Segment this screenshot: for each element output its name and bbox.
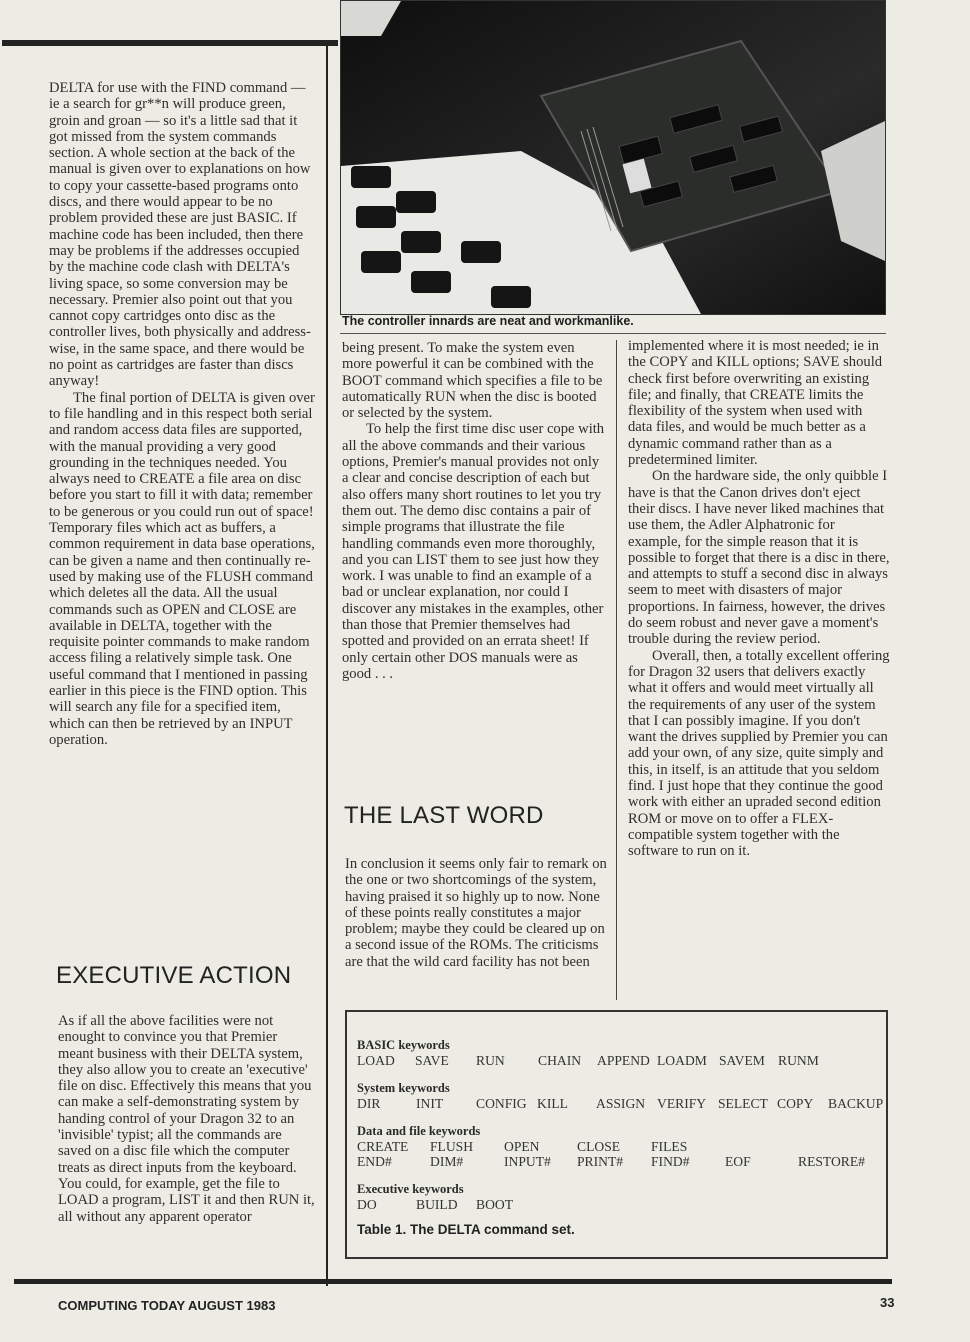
- column-divider-right: [616, 340, 617, 1000]
- table-caption: Table 1. The DELTA command set.: [357, 1222, 575, 1237]
- keyword: PRINT#: [577, 1154, 624, 1169]
- keyword: END#: [357, 1154, 392, 1169]
- keyword: SELECT: [718, 1096, 768, 1111]
- keyword: ASSIGN: [596, 1096, 646, 1111]
- paragraph: To help the first time disc user cope with all the above commands and their various options, Premier's manual provides not only a clear and concise description of each but also offers many short routines to let you try them out. The demo disc contains a pair of simple programs that illustrate the file handling commands even more thoroughly, and you can LIST them to see just how they work. I was unable to find an example of a bad or unclear explanation, nor could I discover any mistakes in the examples, other than those that Premier themselves had spotted and provided on an errata sheet! If only certain other DOS manuals were as good . . .: [342, 421, 605, 682]
- keyword: INPUT#: [504, 1154, 551, 1169]
- paragraph: Overall, then, a totally excellent offering for Dragon 32 users that delivers exactly what it offers and would meet virtually all the requirements of any user of the system that I can possibly imagine. If you don't want the drives supplied by Premier you can add your own, of any size, quite simply and this, in itself, is an attitude that you seldom find. I just hope that they continue the good work with either an upraded second edition ROM or move on to offer a FLEX-compatible system together with the software to run on it.: [628, 647, 890, 860]
- paragraph: The final portion of DELTA is given over to file handling and in this respect both serial and random access data files are supported, with the manual providing a very good grounding in the techniques needed. You always need to CREATE a file area on disc before you start to fill it with data; remember to be generous or you could run out of space! Temporary files which act as buffers, a common requirement in data base operations, can be given a name and then continually re-used by making use of the FLUSH command which deletes all the data. All the usual commands such as OPEN and CLOSE are available in DELTA, together with the requisite pointer commands to make random access filing a relatively simple task. One useful command that I mentioned in passing earlier in this piece is the FIND option. This will search any file for a specified item, which can then be retrieved by an INPUT operation.: [49, 389, 315, 748]
- footer-rule: [14, 1279, 892, 1284]
- keyword: CHAIN: [538, 1053, 582, 1068]
- column-1-top: [49, 80, 317, 748]
- keyword: CLOSE: [577, 1139, 621, 1154]
- top-left-rule: [2, 40, 338, 46]
- column-1-bottom: [58, 1013, 316, 1225]
- keyword: RUNM: [778, 1053, 819, 1068]
- heading-the-last-word: THE LAST WORD: [344, 802, 544, 829]
- keyword: SAVE: [415, 1053, 449, 1068]
- column-2-bottom: [345, 856, 607, 970]
- heading-executive-action: EXECUTIVE ACTION: [56, 962, 292, 989]
- keyword: INIT: [416, 1096, 444, 1111]
- keyword: LOAD: [357, 1053, 395, 1068]
- keyword: RUN: [476, 1053, 505, 1068]
- column-3: [628, 338, 890, 860]
- column-2-top: [342, 340, 606, 682]
- keyword: VERIFY: [657, 1096, 707, 1111]
- keyword: FILES: [651, 1139, 688, 1154]
- column-divider-left: [326, 46, 328, 1286]
- publication-footer: COMPUTING TODAY AUGUST 1983: [58, 1298, 276, 1313]
- executive-keywords-group: [357, 1182, 877, 1212]
- paragraph: As if all the above facilities were not enought to convince you that Premier meant business with their DELTA system, they also allow you to create an 'executive' file on disc. Effectively this means that you can make a self-demonstrating system by handing control of your Dragon 32 to an 'invisible' typist; all the commands are saved on a disc file which the computer treats as direct inputs from the keyboard. You could, for example, get the file to LOAD a program, LIST it and then RUN it, all without any apparent operator: [58, 1013, 315, 1225]
- paragraph: On the hardware side, the only quibble I have is that the Canon drives don't eject their discs. I have never liked machines that use them, the Adler Alphatronic for example, for the simple reason that it is possible to forget that there is a disc in there, and attempts to stuff a second disc in always seem to meet with disasters of major proportions. In fairness, however, the drives do seem robust and never gave a moment's trouble during the review period.: [628, 468, 890, 648]
- paragraph: DELTA for use with the FIND command — ie a search for gr**n will produce green, groin and groan — so it's a little sad that it got missed from the system commands section. A whole section at the back of the manual is given over to explanations on how to copy your cassette-based programs onto discs, and there would appear to be no problem provided these are just BASIC. If machine code has been included, then there may be problems if the addresses occupied by the machine code clash with DELTA's living space, so some conversion may be necessary. Premier also point out that you cannot copy cartridges onto disc as the controller lives, both physically and address-wise, in the same space, and there would be no point as cartridges are faster than discs anyway!: [49, 80, 311, 390]
- group-title: Executive keywords: [357, 1182, 464, 1196]
- keyword: APPEND: [597, 1053, 650, 1068]
- table-row: [357, 1139, 882, 1154]
- group-title: System keywords: [357, 1081, 450, 1095]
- keyword: CREATE: [357, 1139, 409, 1154]
- data-file-keywords-group: [357, 1124, 882, 1169]
- keyword: DO: [357, 1197, 377, 1212]
- keyword: DIR: [357, 1096, 381, 1111]
- page-number: 33: [880, 1295, 895, 1310]
- table-row: [357, 1197, 877, 1212]
- keyword: FIND#: [651, 1154, 690, 1169]
- keyword: BACKUP: [828, 1096, 884, 1111]
- table-row: [357, 1053, 877, 1068]
- controller-photo: [340, 0, 886, 315]
- basic-keywords-group: [357, 1038, 877, 1068]
- keyword: FLUSH: [430, 1139, 474, 1154]
- keyword: BOOT: [476, 1197, 514, 1212]
- table-row: [357, 1154, 882, 1169]
- keyword: KILL: [537, 1096, 568, 1111]
- keyword: CONFIG: [476, 1096, 527, 1111]
- keyword: BUILD: [416, 1197, 458, 1212]
- delta-command-table: [345, 1010, 888, 1259]
- group-title: Data and file keywords: [357, 1124, 481, 1138]
- controller-board-image: [341, 1, 885, 314]
- keyword: COPY: [777, 1096, 814, 1111]
- paragraph: being present. To make the system even more powerful it can be combined with the BOOT command which specifies a file to be automatically RUN when the disc is booted or selected by the system.: [342, 340, 603, 422]
- keyword: LOADM: [657, 1053, 707, 1068]
- keyword: RESTORE#: [798, 1154, 865, 1169]
- caption-rule: [340, 333, 886, 334]
- keyword: EOF: [725, 1154, 751, 1169]
- system-keywords-group: [357, 1081, 882, 1111]
- keyword: SAVEM: [719, 1053, 765, 1068]
- paragraph: implemented where it is most needed; ie in the COPY and KILL options; SAVE should check first before overwriting an existing file; and finally, that CREATE limits the flexibility of the system when used with data files, and would be much better as a dynamic command rather than as a predetermined limiter.: [628, 338, 883, 469]
- photo-caption: The controller innards are neat and workmanlike.: [342, 314, 634, 328]
- paragraph: In conclusion it seems only fair to remark on the one or two shortcomings of the system, having praised it so highly up to now. None of these points really constitutes a major problem; maybe they could be cleared up on a second issue of the ROMs. The criticisms are that the wild card facility has not been: [345, 856, 607, 970]
- group-title: BASIC keywords: [357, 1038, 450, 1052]
- table-row: [357, 1096, 882, 1111]
- keyword: OPEN: [504, 1139, 540, 1154]
- keyword: DIM#: [430, 1154, 464, 1169]
